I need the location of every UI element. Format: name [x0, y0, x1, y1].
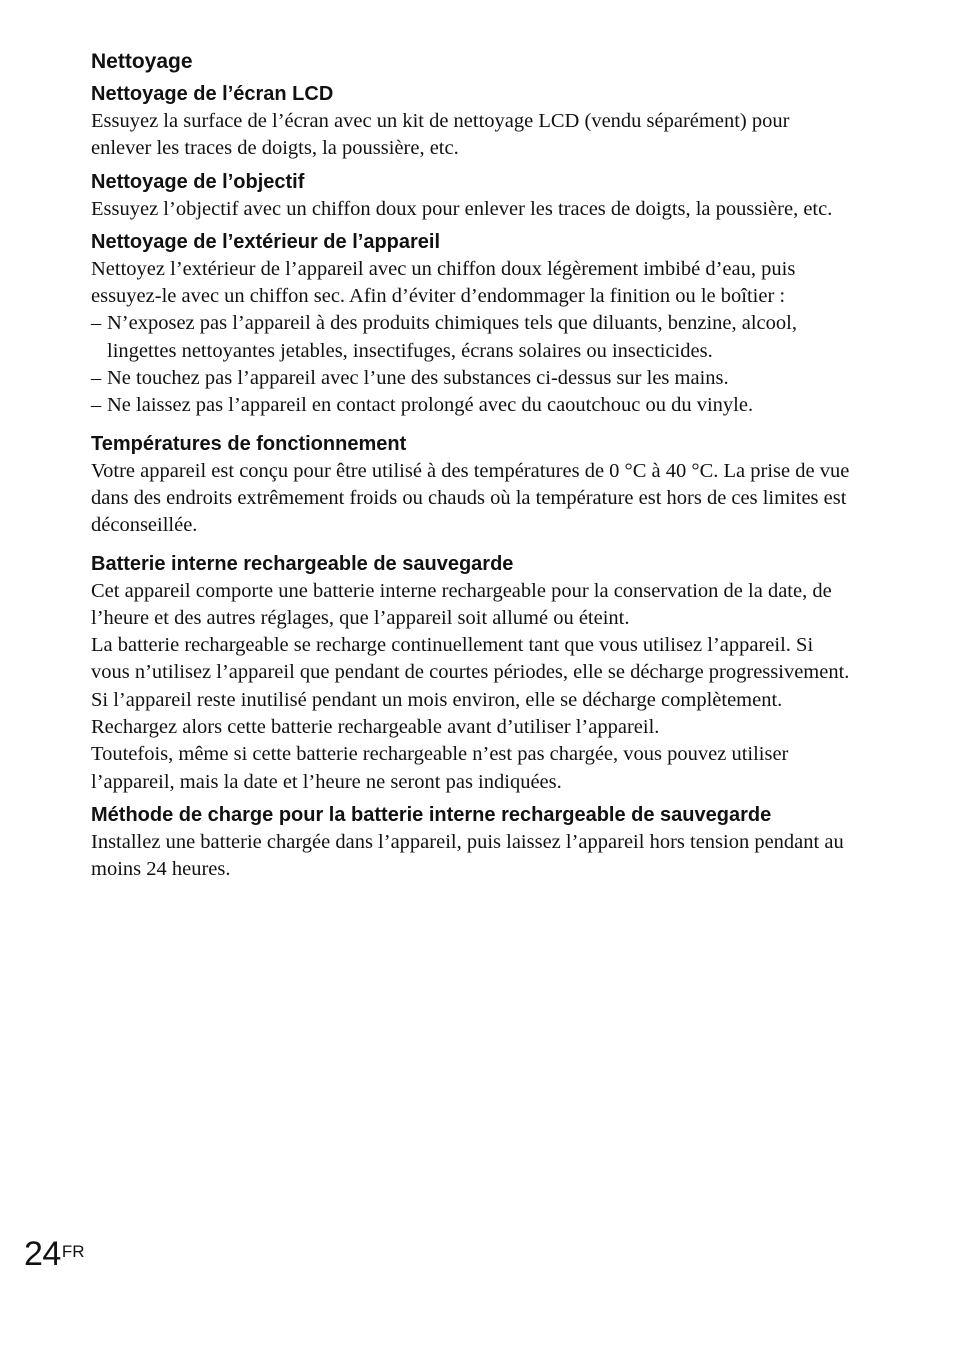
paragraph-battery-3: Toutefois, même si cette batterie rechargeable n’est pas chargée, vous pouvez utiliser l’appareil, mais la date et l’heure ne seront pas indiquées.: [91, 743, 789, 793]
list-item: [91, 310, 851, 365]
list-item: [91, 392, 851, 419]
paragraph-battery-2: La batterie rechargeable se recharge continuellement tant que vous utilisez l’appareil. Si vous n’utilisez l’appareil que pendant de courtes périodes, elle se décharge progressivement. Si l’appareil reste inutilisé pendant un mois environ, elle se décharge complètement. Rechargez alors cette batterie rechargeable avant d’utiliser l’appareil.: [91, 634, 850, 739]
subsection-title-exterior: Nettoyage de l’extérieur de l’appareil: [91, 230, 441, 253]
list-item: [91, 365, 851, 392]
dash-marker: –: [91, 312, 102, 335]
language-code: FR: [61, 1242, 85, 1261]
paragraph-temperatures: Votre appareil est conçu pour être utilisé à des températures de 0 °C à 40 °C. La prise de vue dans des endroits extrêmement froids ou chauds où la température est hors de ces limites est déconseillée.: [91, 459, 850, 537]
subsection-title-lens: Nettoyage de l’objectif: [91, 170, 305, 193]
paragraph-lens: Essuyez l’objectif avec un chiffon doux pour enlever les traces de doigts, la poussière, etc.: [91, 197, 833, 220]
page-content: [91, 48, 851, 884]
subsection-title-lcd: Nettoyage de l’écran LCD: [91, 83, 334, 105]
dash-marker: –: [91, 394, 102, 417]
paragraph-lcd: Essuyez la surface de l’écran avec un kit de nettoyage LCD (vendu séparément) pour enlever les traces de doigts, la poussière, etc.: [91, 110, 790, 160]
list-item-text: Ne laissez pas l’appareil en contact prolongé avec du caoutchouc ou du vinyle.: [107, 394, 754, 417]
paragraph-charge: Installez une batterie chargée dans l’appareil, puis laissez l’appareil hors tension pendant au moins 24 heures.: [91, 830, 844, 881]
paragraph-exterior: Nettoyez l’extérieur de l’appareil avec un chiffon doux légèrement imbibé d’eau, puis essuyez-le avec un chiffon sec. Afin d’éviter d’endommager la finition ou le boîtier :: [91, 257, 796, 308]
section-title-battery: Batterie interne rechargeable de sauvegarde: [91, 552, 514, 575]
dash-marker: –: [91, 367, 102, 390]
section-title-cleaning: Nettoyage: [91, 50, 193, 73]
page-number-value: 24: [24, 1235, 61, 1273]
paragraph-battery-1: Cet appareil comporte une batterie interne rechargeable pour la conservation de la date, de l’heure et des autres réglages, que l’appareil soit allumé ou éteint.: [91, 579, 832, 629]
list-item-text: Ne touchez pas l’appareil avec l’une des substances ci-dessus sur les mains.: [107, 367, 729, 390]
list-item-text: N’exposez pas l’appareil à des produits chimiques tels que diluants, benzine, alcool, lingettes nettoyantes jetables, insectifuges, écrans solaires ou insecticides.: [107, 312, 797, 362]
subsection-title-charge: Méthode de charge pour la batterie interne rechargeable de sauvegarde: [91, 803, 772, 826]
section-title-temperatures: Températures de fonctionnement: [91, 432, 407, 455]
exterior-warning-list: [91, 310, 851, 419]
page-number: [24, 1234, 85, 1274]
